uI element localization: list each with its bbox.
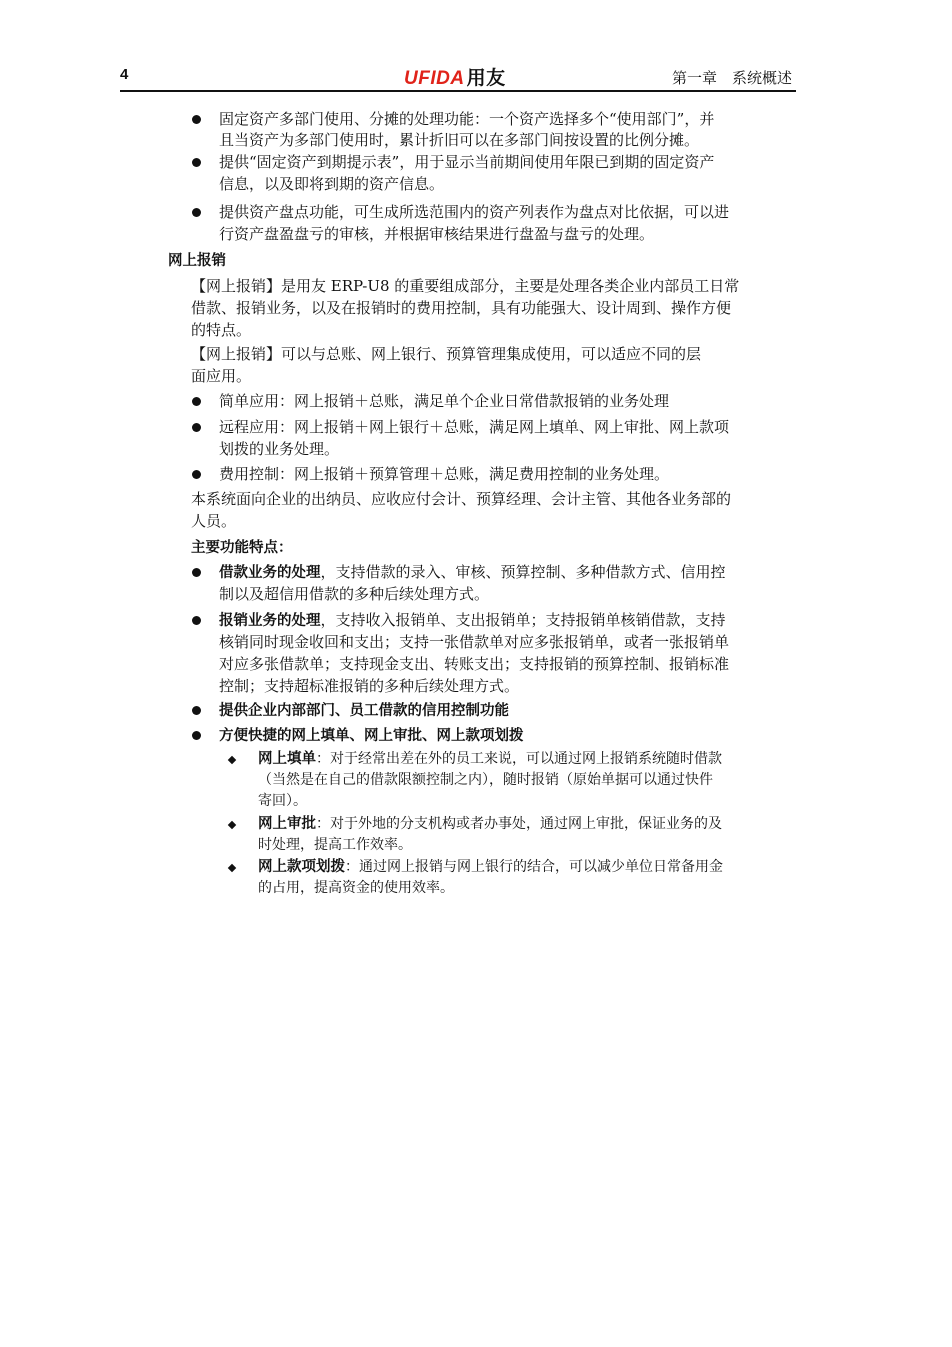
ufida-logo	[404, 63, 506, 90]
text-line: 对应多张借款单；支持现金支出、转账支出；支持报销的预算控制、报销标准	[219, 655, 730, 673]
page-header	[120, 62, 796, 92]
text-line	[219, 700, 509, 722]
section-title: 网上报销	[168, 253, 226, 269]
bullet-icon	[192, 731, 201, 740]
feature-text: ，支持收入报销单、支出报销单；支持报销单核销借款，支持	[320, 611, 726, 629]
diamond-bullet-icon	[228, 821, 236, 829]
logo-cn: 用友	[466, 68, 506, 89]
bullet-icon	[192, 616, 201, 625]
text-line: 且当资产为多部门使用时，累计折旧可以在多部门间按设置的比例分摊。	[219, 131, 700, 149]
page-number: 4	[120, 66, 129, 83]
text-line: 【网上报销】可以与总账、网上银行、预算管理集成使用，可以适应不同的层	[191, 345, 702, 363]
sub-item-bold: 网上审批	[258, 816, 316, 832]
text-line: 划拨的业务处理。	[219, 440, 340, 458]
bullet-icon	[192, 158, 201, 167]
bullet-icon	[192, 568, 201, 577]
text-line: 【网上报销】是用友 ERP-U8 的重要组成部分，主要是处理各类企业内部员工日常	[191, 277, 740, 295]
text-line	[219, 562, 726, 584]
sub-item-text: ：通过网上报销与网上银行的结合，可以减少单位日常备用金	[345, 859, 723, 875]
features-title: 主要功能特点：	[191, 540, 293, 556]
text-line: 本系统面向企业的出纳员、应收应付会计、预算经理、会计主管、其他各业务部的	[191, 490, 732, 508]
text-line: 提供“固定资产到期提示表”，用于显示当前期间使用年限已到期的固定资产	[219, 153, 715, 171]
bullet-icon	[192, 470, 201, 479]
feature-bold: 方便快捷的网上填单、网上审批、网上款项划拨	[219, 728, 524, 744]
diamond-bullet-icon	[228, 756, 236, 764]
feature-bold: 提供企业内部部门、员工借款的信用控制功能	[219, 703, 509, 719]
text-line: 时处理，提高工作效率。	[258, 837, 412, 853]
feature-text: ，支持借款的录入、审核、预算控制、多种借款方式、信用控	[320, 563, 726, 581]
text-line: 的占用，提高资金的使用效率。	[258, 880, 454, 896]
text-line	[258, 814, 722, 835]
text-line	[219, 610, 726, 632]
sub-item-text: ：对于经常出差在外的员工来说，可以通过网上报销系统随时借款	[316, 751, 722, 767]
text-line: 寄回）。	[258, 793, 307, 809]
chapter-title: 第一章 系统概述	[671, 69, 792, 87]
bullet-icon	[192, 706, 201, 715]
bullet-icon	[192, 208, 201, 217]
bullet-icon	[192, 397, 201, 406]
text-line: 固定资产多部门使用、分摊的处理功能：一个资产选择多个“使用部门”，并	[219, 110, 715, 128]
text-line: 借款、报销业务，以及在报销时的费用控制，具有功能强大、设计周到、操作方便	[191, 299, 732, 317]
text-line: 控制；支持超标准报销的多种后续处理方式。	[219, 677, 520, 695]
text-line: 面应用。	[191, 367, 252, 385]
sub-item-bold: 网上款项划拨	[258, 859, 345, 875]
text-line: 核销同时现金收回和支出；支持一张借款单对应多张报销单，或者一张报销单	[219, 633, 730, 651]
text-line: 行资产盘盈盘亏的审核，并根据审核结果进行盘盈与盘亏的处理。	[219, 225, 655, 243]
text-line: 远程应用：网上报销＋网上银行＋总账，满足网上填单、网上审批、网上款项	[219, 418, 730, 436]
text-line: 费用控制：网上报销＋预算管理＋总账，满足费用控制的业务处理。	[219, 465, 670, 483]
text-line	[219, 725, 524, 747]
text-line: （当然是在自己的借款限额控制之内），随时报销（原始单据可以通过快件	[258, 772, 713, 788]
text-line: 制以及超信用借款的多种后续处理方式。	[219, 585, 490, 603]
text-line: 信息，以及即将到期的资产信息。	[219, 175, 445, 193]
feature-bold: 借款业务的处理	[219, 565, 321, 581]
sub-item-text: ：对于外地的分支机构或者办事处，通过网上审批，保证业务的及	[316, 816, 722, 832]
logo-brand: UFIDA	[404, 68, 465, 89]
text-line	[258, 749, 722, 770]
text-line	[258, 857, 723, 878]
text-line: 人员。	[191, 512, 237, 530]
text-line: 提供资产盘点功能，可生成所选范围内的资产列表作为盘点对比依据，可以进	[219, 203, 730, 221]
bullet-icon	[192, 423, 201, 432]
sub-item-bold: 网上填单	[258, 751, 316, 767]
diamond-bullet-icon	[228, 864, 236, 872]
text-line: 的特点。	[191, 321, 252, 339]
feature-bold: 报销业务的处理	[219, 613, 321, 629]
bullet-icon	[192, 115, 201, 124]
text-line: 简单应用：网上报销＋总账，满足单个企业日常借款报销的业务处理	[219, 392, 670, 410]
